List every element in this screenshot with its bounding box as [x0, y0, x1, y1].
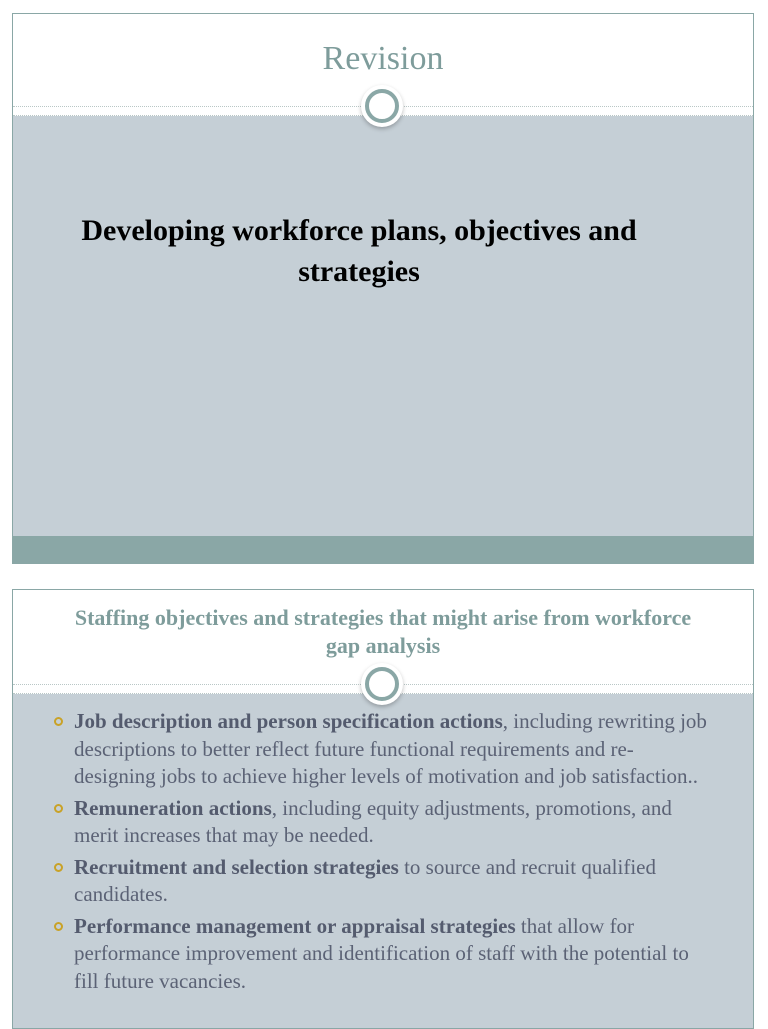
- slide-title: Staffing objectives and strategies that might arise from workforce gap analysis: [74, 605, 692, 658]
- slide-revision: [12, 13, 754, 564]
- bullet-heading: Recruitment and selection strategies: [74, 854, 399, 879]
- bullet-text: , including equity adjustments, promotions, and merit increases that may be needed.: [74, 795, 672, 847]
- bullet-text: that allow for performance improvement and identification of staff with the potential to fill future vacancies.: [74, 913, 689, 993]
- footer-band: [13, 536, 753, 563]
- bullet-heading: Remuneration actions: [74, 795, 272, 820]
- ring-bullet-icon: [54, 717, 63, 726]
- list-item: [53, 913, 713, 996]
- list-item: [53, 795, 713, 850]
- bullet-text: , including rewriting job descriptions to better reflect future functional requirements and re-designing jobs to achieve higher levels of motivation and job satisfaction..: [74, 709, 707, 788]
- ring-bullet-icon: [54, 922, 63, 931]
- list-item: [53, 854, 713, 909]
- bullet-text: to source and recruit qualified candidates.: [74, 854, 656, 906]
- slide-title: Revision: [322, 40, 444, 77]
- bullet-heading: Performance management or appraisal strategies: [74, 913, 516, 938]
- circle-ornament-icon: [361, 663, 403, 705]
- slide-subtitle: Developing workforce plans, objectives and strategies: [81, 214, 637, 288]
- circle-ornament-icon: [361, 85, 403, 127]
- bullet-heading: Job description and person specification actions: [74, 709, 503, 733]
- ring-bullet-icon: [54, 804, 63, 813]
- ring-bullet-icon: [54, 863, 63, 872]
- bullet-list: [53, 708, 713, 999]
- list-item: [53, 708, 713, 791]
- slide-staffing-objectives: [12, 589, 754, 1029]
